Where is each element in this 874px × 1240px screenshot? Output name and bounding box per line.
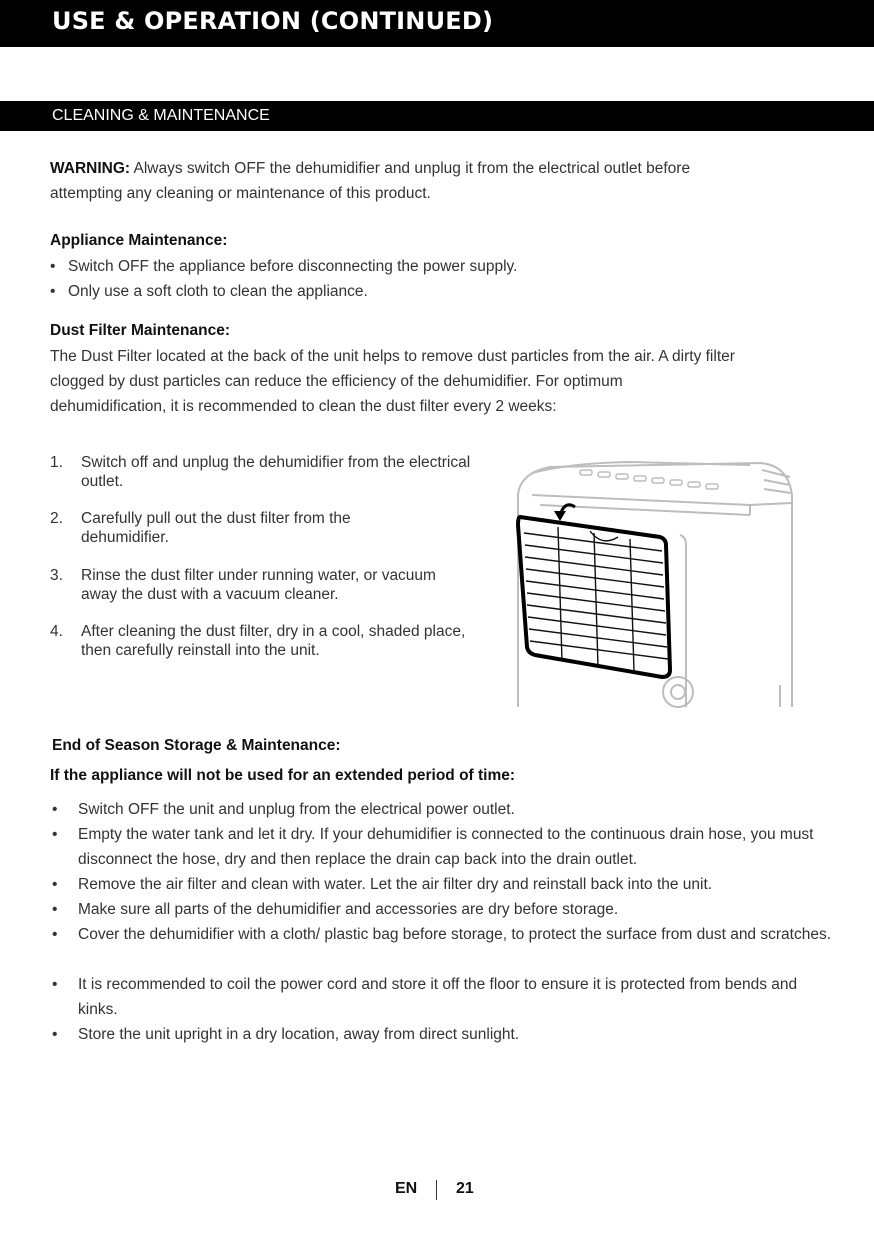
appliance-maintenance-heading: Appliance Maintenance:: [50, 232, 228, 249]
language-label: EN: [395, 1180, 418, 1197]
dehumidifier-filter-illustration: [510, 455, 805, 710]
section-title: CLEANING & MAINTENANCE: [52, 107, 270, 124]
footer-divider: [436, 1180, 437, 1200]
warning-label: WARNING:: [50, 160, 131, 177]
warning-text-line1: Always switch OFF the dehumidifier and unplug it from the electrical outlet before: [130, 160, 691, 177]
bullet-icon: •: [50, 283, 56, 300]
dehumidifier-filter-removal-icon: [510, 455, 805, 710]
chapter-title: USE & OPERATION (CONTINUED): [52, 7, 494, 35]
bullet-icon: •: [52, 876, 58, 893]
bullet-icon: •: [52, 901, 58, 918]
warning-text-line2: attempting any cleaning or maintenance of this product.: [50, 185, 431, 202]
section-header: [0, 101, 874, 131]
bullet-icon: •: [52, 801, 58, 818]
end-of-season-subheading: If the appliance will not be used for an extended period of time:: [50, 767, 516, 784]
bullet-icon: •: [52, 926, 58, 943]
warning-paragraph: [50, 156, 690, 206]
dust-filter-heading: Dust Filter Maintenance:: [50, 322, 230, 339]
bullet-icon: •: [50, 258, 56, 275]
bullet-icon: •: [52, 826, 58, 843]
bullet-icon: •: [52, 1026, 58, 1043]
page-number: 21: [456, 1180, 474, 1197]
bullet-icon: •: [52, 976, 58, 993]
end-of-season-heading: End of Season Storage & Maintenance:: [52, 737, 341, 754]
dust-filter-paragraph: The Dust Filter located at the back of the unit helps to remove dust particles from the air. A dirty filter clogged by dust particles can reduce the efficiency of the dehumidifier. For optimum dehumidification, it is recommended to clean the dust filter every 2 weeks:: [50, 348, 735, 415]
chapter-header: [0, 0, 874, 47]
